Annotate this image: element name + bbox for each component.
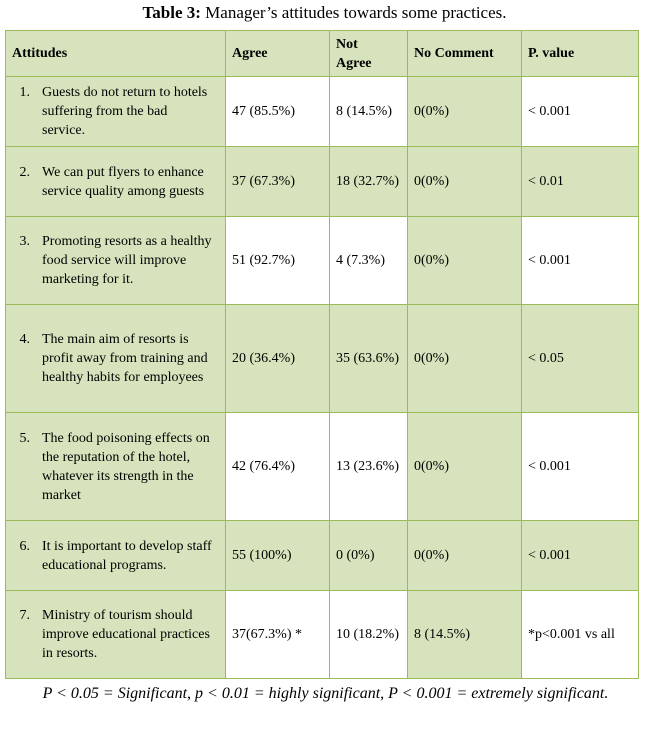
agree-cell: 37 (67.3%) xyxy=(226,147,330,217)
p-value-cell: < 0.001 xyxy=(522,521,639,591)
table-row xyxy=(6,305,639,413)
attitude-cell xyxy=(6,413,226,521)
significance-footnote: P < 0.05 = Significant, p < 0.01 = highly significant, P < 0.001 = extremely significant. xyxy=(42,685,609,702)
agree-cell: 51 (92.7%) xyxy=(226,217,330,305)
row-number: 2. xyxy=(19,164,30,180)
agree-cell: 47 (85.5%) xyxy=(226,77,330,147)
agree-cell: 55 (100%) xyxy=(226,521,330,591)
agree-cell: 42 (76.4%) xyxy=(226,413,330,521)
not-agree-cell: 18 (32.7%) xyxy=(330,147,408,217)
no-comment-cell: 0(0%) xyxy=(408,305,522,413)
attitude-text: We can put flyers to enhance service quality among guests xyxy=(42,164,205,199)
p-value-cell: *p<0.001 vs all xyxy=(522,591,639,679)
table-row xyxy=(6,521,639,591)
attitude-cell xyxy=(6,217,226,305)
attitude-text: Promoting resorts as a healthy food service will improve marketing for it. xyxy=(42,234,212,287)
not-agree-cell: 13 (23.6%) xyxy=(330,413,408,521)
p-value-cell: < 0.001 xyxy=(522,217,639,305)
attitude-cell xyxy=(6,521,226,591)
no-comment-cell: 0(0%) xyxy=(408,413,522,521)
attitude-text: It is important to develop staff educational programs. xyxy=(42,538,212,573)
p-value-cell: < 0.05 xyxy=(522,305,639,413)
attitude-cell xyxy=(6,77,226,147)
table-row xyxy=(6,77,639,147)
attitudes-table xyxy=(5,30,639,679)
table-caption-text: Manager’s attitudes towards some practices. xyxy=(200,3,507,22)
row-number: 3. xyxy=(19,234,30,249)
table-caption xyxy=(0,3,649,23)
no-comment-cell: 8 (14.5%) xyxy=(408,591,522,679)
no-comment-cell: 0(0%) xyxy=(408,217,522,305)
no-comment-cell: 0(0%) xyxy=(408,147,522,217)
table-header-row xyxy=(6,31,639,77)
row-number: 6. xyxy=(19,538,30,554)
attitude-cell xyxy=(6,147,226,217)
no-comment-cell: 0(0%) xyxy=(408,77,522,147)
header-p-value: P. value xyxy=(522,31,639,77)
attitude-text: Guests do not return to hotels suffering from the bad service. xyxy=(42,85,208,138)
attitude-cell xyxy=(6,305,226,413)
header-attitudes: Attitudes xyxy=(6,31,226,77)
not-agree-cell: 35 (63.6%) xyxy=(330,305,408,413)
header-no-comment: No Comment xyxy=(408,31,522,77)
header-not-agree-line1: Not xyxy=(336,36,358,52)
attitude-cell xyxy=(6,591,226,679)
not-agree-cell: 4 (7.3%) xyxy=(330,217,408,305)
attitude-text: The main aim of resorts is profit away from training and healthy habits for employees xyxy=(42,332,208,385)
table-row xyxy=(6,413,639,521)
row-number: 5. xyxy=(19,430,30,446)
row-number: 1. xyxy=(19,85,30,100)
header-not-agree-line2: Agree xyxy=(336,55,372,71)
table-row xyxy=(6,217,639,305)
row-number: 7. xyxy=(19,608,30,623)
attitude-text: Ministry of tourism should improve educational practices in resorts. xyxy=(42,608,210,661)
row-number: 4. xyxy=(19,332,30,347)
no-comment-cell: 0(0%) xyxy=(408,521,522,591)
agree-cell: 20 (36.4%) xyxy=(226,305,330,413)
p-value-cell: < 0.001 xyxy=(522,413,639,521)
p-value-cell: < 0.01 xyxy=(522,147,639,217)
attitude-text: The food poisoning effects on the reputation of the hotel, whatever its strength in the market xyxy=(42,430,210,503)
p-value-cell: < 0.001 xyxy=(522,77,639,147)
not-agree-cell: 8 (14.5%) xyxy=(330,77,408,147)
not-agree-cell: 10 (18.2%) xyxy=(330,591,408,679)
table-caption-label: Table 3: xyxy=(142,3,201,22)
table-row xyxy=(6,591,639,679)
header-agree: Agree xyxy=(226,31,330,77)
not-agree-cell: 0 (0%) xyxy=(330,521,408,591)
agree-cell: 37(67.3%) * xyxy=(226,591,330,679)
table-row xyxy=(6,147,639,217)
header-not-agree xyxy=(330,31,408,77)
